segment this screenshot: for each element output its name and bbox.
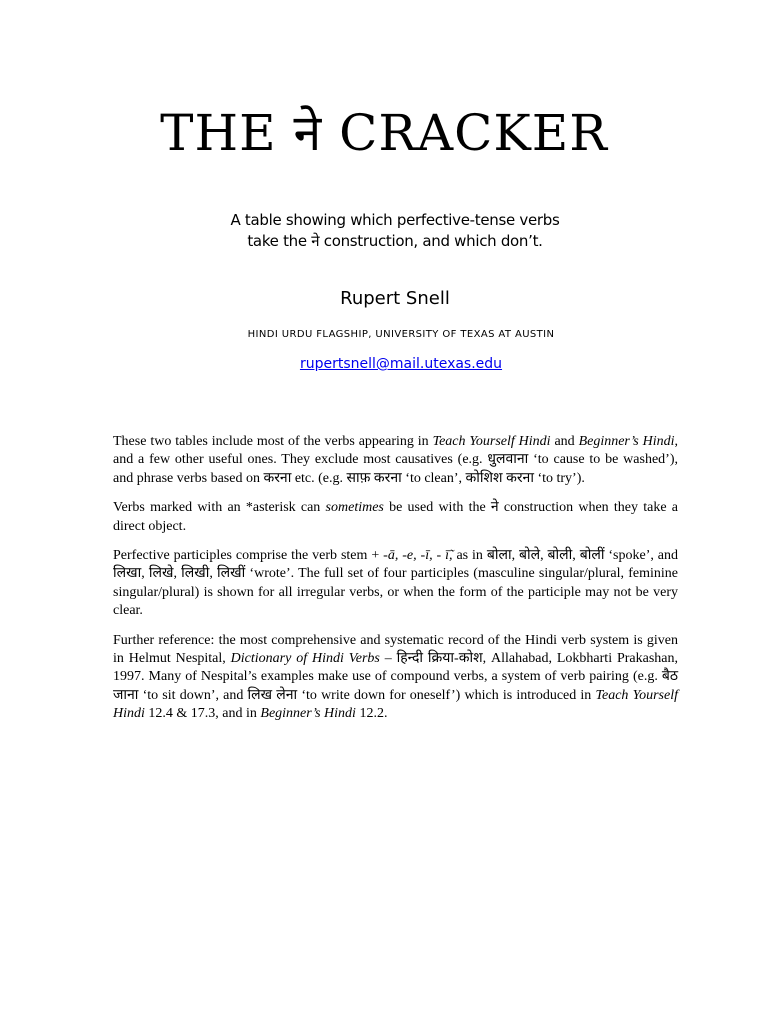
subtitle-line-1: A table showing which perfective-tense verbs [230,211,560,229]
paragraph-participles [113,547,678,621]
paragraph-text: and [550,434,579,449]
paragraph-text: – हिन्दी क्रिया-कोश, Allahabad, Lokbharti Prakashan, 1997. Many of Nespital’s examples make use of compound verbs, a system of verb pairing (e.g. बैठ जाना ‘to sit down’, and लिख लेना ‘to write down for oneself’) which is introduced in [113,651,678,703]
paragraph-asterisk-note [113,499,678,536]
book-title: Beginner’s Hindi [578,434,675,449]
author-name: Rupert Snell [340,288,450,309]
paragraph-text: Further reference: the most comprehensive and systematic record of the Hindi verb system is given in Helmut Nespital, [113,632,678,667]
paragraph-text: Perfective participles comprise the verb stem + [113,548,384,564]
paragraph-text: as in बोला, बोले, बोली, बोलीं ‘spoke’, and लिखा, लिखे, लिखी, लिखीं ‘wrote’. The full set of four participles (masculine singular/plural, feminine singular/plural) is shown for all irregular verbs, or when the form of the participle may not be very clear. [113,548,678,619]
book-title: Teach Yourself Hindi [432,434,551,449]
email-link[interactable]: rupertsnell@mail.utexas.edu [299,356,503,372]
suffix-list: -ā, -e, -ī, - ī̃, [383,548,453,564]
subtitle-line-2: take the ने construction, and which don’t. [247,232,543,250]
paragraph-text: Verbs marked with an *asterisk can [113,500,326,516]
author-email [0,353,768,375]
book-title: Beginner’s Hindi [260,706,356,722]
document-title: THE ने CRACKER [160,104,608,162]
document-subtitle [0,210,768,252]
book-title: Dictionary of Hindi Verbs [230,651,380,667]
paragraph-text: These two tables include most of the verbs appearing in [113,434,433,449]
paragraph-text: be used with the ने construction when they take a direct object. [113,500,678,534]
author-affiliation: HINDI URDU FLAGSHIP, UNIVERSITY OF TEXAS AT AUSTIN [247,329,555,340]
paragraph-text: 12.4 & 17.3, and in [144,706,261,722]
paragraph-text: , and a few other useful ones. They exclude most causatives (e.g. धुलवाना ‘to cause to be washed’), and phrase verbs based on करना etc. (e.g. साफ़ करना ‘to clean’, कोशिश करना ‘to try’). [113,434,678,486]
emphasis-text: sometimes [325,500,384,516]
paragraph-further-reference [113,632,678,724]
document-body [113,433,678,735]
paragraph-scope [113,433,678,488]
book-title: Teach Yourself Hindi [113,687,678,722]
paragraph-text: 12.2. [355,706,388,722]
